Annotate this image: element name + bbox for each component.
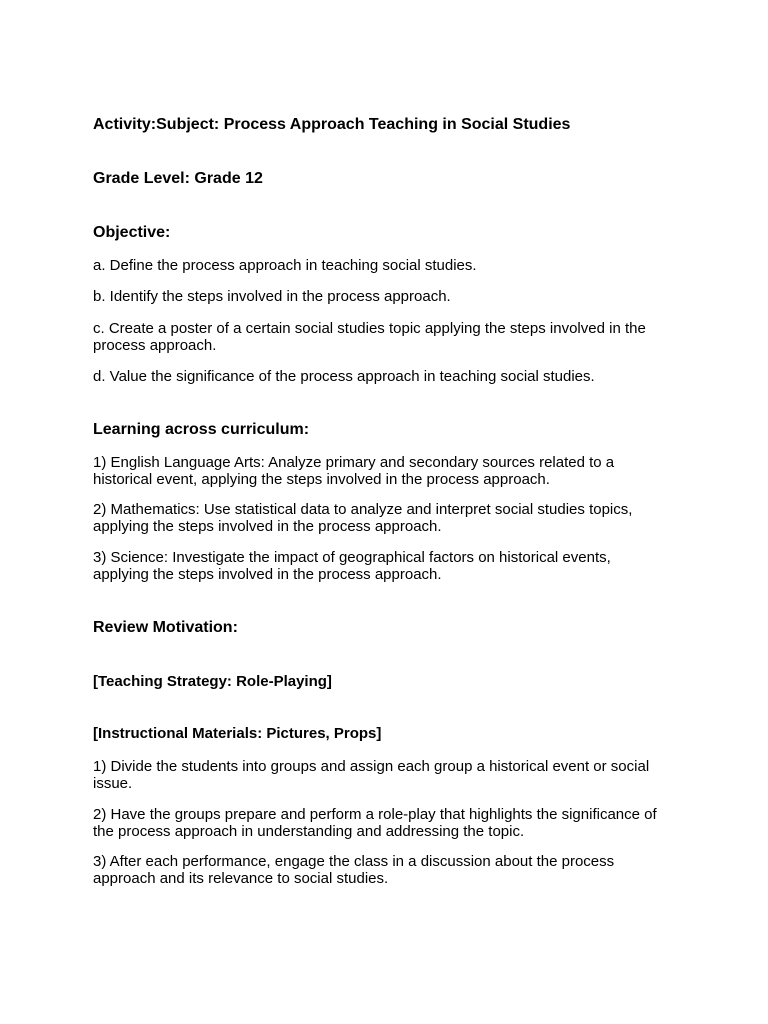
objective-item-c-line-2: process approach.	[93, 337, 217, 354]
curriculum-item-2-line-2: applying the steps involved in the process approach.	[93, 518, 442, 535]
instructional-materials: [Instructional Materials: Pictures, Props]	[93, 725, 382, 742]
curriculum-item-3-line-1: 3) Science: Investigate the impact of geographical factors on historical events,	[93, 549, 611, 566]
curriculum-item-2	[93, 501, 632, 535]
objective-item-d: d. Value the significance of the process approach in teaching social studies.	[93, 368, 595, 385]
curriculum-item-3-line-2: applying the steps involved in the process approach.	[93, 566, 442, 583]
curriculum-item-1-line-1: 1) English Language Arts: Analyze primary and secondary sources related to a	[93, 454, 615, 471]
review-item-2-line-1: 2) Have the groups prepare and perform a role-play that highlights the significance of	[93, 806, 657, 823]
review-item-2	[93, 806, 657, 840]
curriculum-item-2-line-1: 2) Mathematics: Use statistical data to analyze and interpret social studies topics,	[93, 501, 633, 518]
curriculum-item-1	[93, 454, 614, 488]
objective-item-c	[93, 320, 646, 354]
review-item-3-line-2: approach and its relevance to social studies.	[93, 870, 389, 887]
curriculum-item-3	[93, 549, 611, 583]
review-item-2-line-2: the process approach in understanding and addressing the topic.	[93, 823, 525, 840]
teaching-strategy: [Teaching Strategy: Role-Playing]	[93, 673, 332, 690]
grade-level: Grade Level: Grade 12	[93, 170, 263, 187]
review-item-3-line-1: 3) After each performance, engage the class in a discussion about the process	[93, 853, 615, 870]
curriculum-item-1-line-2: historical event, applying the steps involved in the process approach.	[93, 471, 550, 488]
review-item-1	[93, 758, 649, 792]
objective-item-c-line-1: c. Create a poster of a certain social studies topic applying the steps involved in the	[93, 320, 646, 337]
learning-across-curriculum-heading: Learning across curriculum:	[93, 421, 310, 438]
objective-item-a: a. Define the process approach in teaching social studies.	[93, 257, 477, 274]
review-item-1-line-2: issue.	[93, 775, 133, 792]
document-title: Activity:Subject: Process Approach Teaching in Social Studies	[93, 116, 571, 133]
review-item-1-line-1: 1) Divide the students into groups and assign each group a historical event or social	[93, 758, 650, 775]
objective-item-b: b. Identify the steps involved in the process approach.	[93, 288, 451, 305]
objective-heading: Objective:	[93, 224, 171, 241]
review-item-3	[93, 853, 614, 887]
review-motivation-heading: Review Motivation:	[93, 619, 238, 636]
